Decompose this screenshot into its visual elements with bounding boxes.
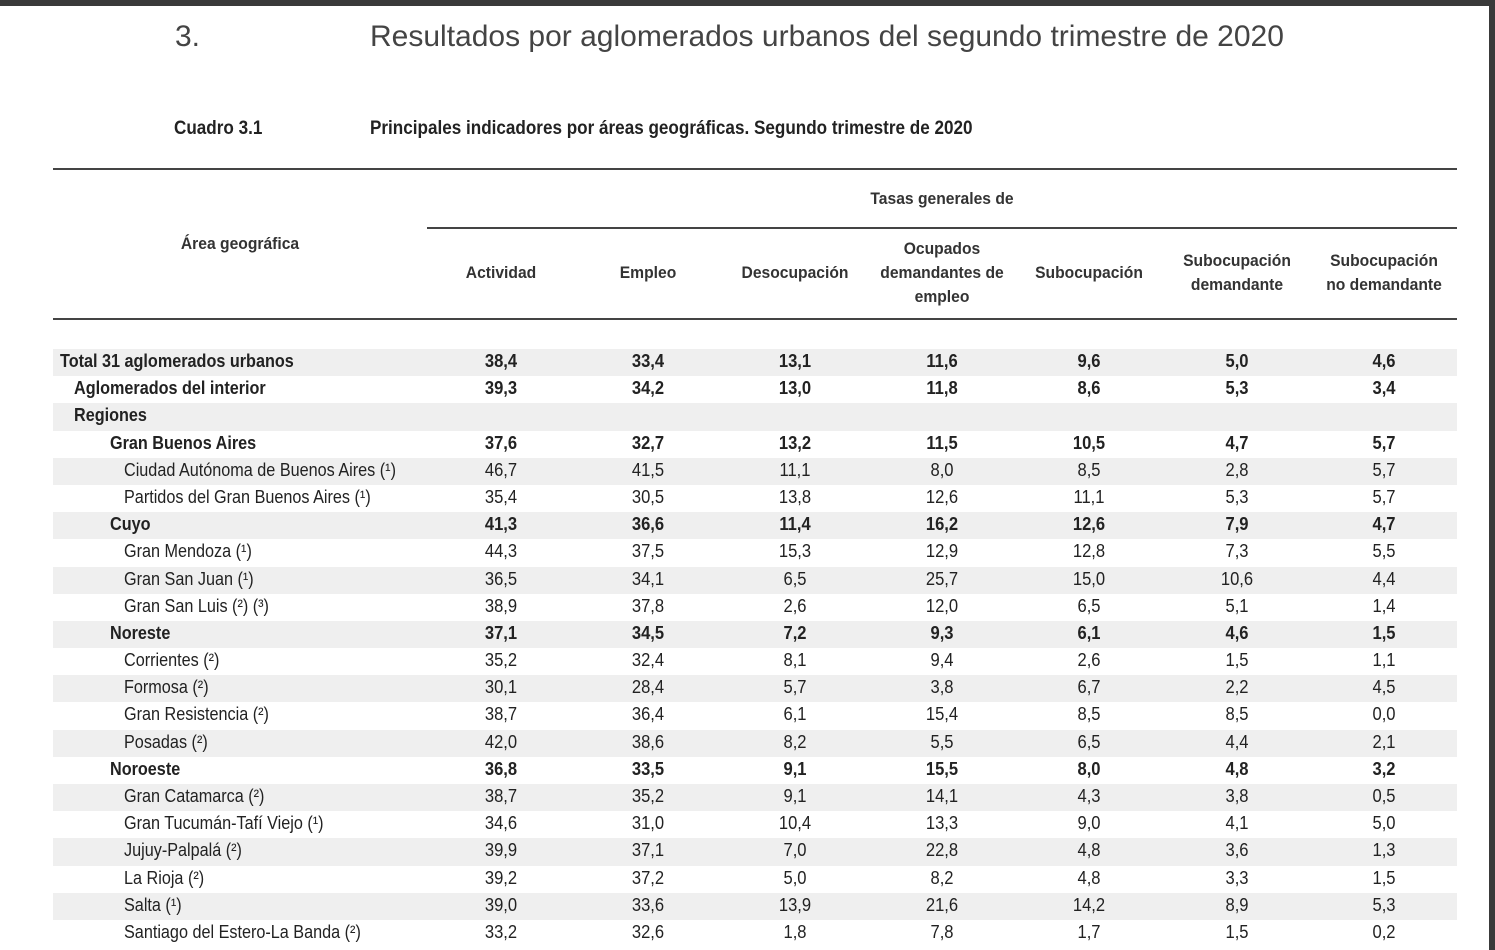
table-cell: 37,6 bbox=[484, 432, 518, 453]
table-row bbox=[53, 458, 1457, 485]
column-header bbox=[726, 230, 864, 316]
section-title: Resultados por aglomerados urbanos del segundo trimestre de 2020 bbox=[370, 20, 1284, 53]
table-cell: 8,9 bbox=[1225, 894, 1249, 915]
column-header-line: Subocupación bbox=[1183, 251, 1291, 270]
table-cell: 9,1 bbox=[783, 786, 807, 806]
table-cell: 44,3 bbox=[484, 541, 518, 562]
frame-top-border bbox=[0, 0, 1495, 6]
table-cell: 15,4 bbox=[925, 704, 959, 725]
column-header bbox=[579, 230, 717, 316]
table-cell: 38,4 bbox=[484, 351, 518, 371]
table-cell: 10,4 bbox=[778, 813, 812, 834]
table-cell: 3,8 bbox=[1225, 786, 1249, 806]
table-cell: 35,2 bbox=[484, 650, 518, 671]
column-header-line: Subocupación bbox=[1330, 251, 1438, 270]
header-bottom-rule bbox=[53, 318, 1457, 320]
table-cell: 38,9 bbox=[484, 595, 518, 616]
table-cell: 38,7 bbox=[484, 786, 518, 806]
row-area-name: Gran Resistencia (²) bbox=[124, 704, 269, 725]
table-row bbox=[53, 866, 1457, 893]
row-area-name: Noreste bbox=[110, 622, 171, 643]
table-cell: 5,3 bbox=[1225, 486, 1249, 507]
table-cell: 41,3 bbox=[484, 514, 518, 535]
column-header-line: demandantes de bbox=[880, 263, 1004, 282]
table-row bbox=[53, 757, 1457, 784]
table-cell: 11,4 bbox=[779, 514, 811, 535]
table-cell: 32,4 bbox=[631, 650, 665, 671]
table-cell: 14,2 bbox=[1072, 894, 1106, 915]
group-column-header: Tasas generales de bbox=[870, 189, 1014, 208]
table-cell: 7,3 bbox=[1225, 541, 1249, 562]
table-row bbox=[53, 485, 1457, 512]
table-cell: 9,3 bbox=[930, 622, 954, 643]
table-cell: 1,7 bbox=[1077, 921, 1101, 942]
row-area-name: Gran Catamarca (²) bbox=[124, 786, 265, 806]
table-cell: 13,0 bbox=[778, 378, 812, 399]
table-cell: 39,9 bbox=[484, 840, 518, 861]
column-header bbox=[432, 230, 570, 316]
row-area-name: Gran Mendoza (¹) bbox=[124, 541, 252, 562]
table-cell: 5,7 bbox=[783, 677, 807, 698]
table-cell: 6,1 bbox=[1077, 622, 1101, 643]
table-cell: 0,2 bbox=[1372, 921, 1396, 942]
table-cell: 0,5 bbox=[1372, 786, 1396, 806]
table-cell: 4,8 bbox=[1077, 867, 1101, 888]
table-row bbox=[53, 838, 1457, 865]
table-cell: 46,7 bbox=[484, 459, 518, 480]
table-cell: 36,6 bbox=[631, 514, 665, 535]
table-cell: 2,6 bbox=[783, 595, 807, 616]
table-cell: 8,2 bbox=[930, 867, 954, 888]
table-cell: 12,6 bbox=[1072, 514, 1106, 535]
row-area-name: Aglomerados del interior bbox=[74, 378, 266, 399]
table-cell: 37,8 bbox=[631, 595, 665, 616]
table-cell: 8,5 bbox=[1077, 459, 1101, 480]
table-cell: 33,2 bbox=[484, 921, 518, 942]
table-row bbox=[53, 512, 1457, 539]
column-header bbox=[1315, 230, 1453, 316]
table-cell: 8,0 bbox=[1077, 758, 1101, 779]
table-caption: Principales indicadores por áreas geográficas. Segundo trimestre de 2020 bbox=[370, 118, 973, 139]
table-cell: 37,1 bbox=[631, 840, 665, 861]
row-area-name: Salta (¹) bbox=[124, 894, 182, 915]
table-cell: 1,8 bbox=[783, 921, 807, 942]
row-area-name: Total 31 aglomerados urbanos bbox=[60, 351, 294, 371]
table-cell: 39,3 bbox=[484, 378, 518, 399]
table-cell: 15,3 bbox=[778, 541, 812, 562]
table-cell: 4,5 bbox=[1372, 677, 1396, 698]
table-cell: 9,6 bbox=[1077, 351, 1101, 371]
section-number: 3. bbox=[175, 20, 201, 53]
table-cell: 7,9 bbox=[1225, 514, 1249, 535]
column-header-line: Actividad bbox=[465, 263, 537, 282]
column-header-line: empleo bbox=[914, 287, 970, 306]
table-cell: 8,2 bbox=[783, 731, 807, 752]
table-cell: 8,0 bbox=[930, 459, 954, 480]
table-cell: 7,8 bbox=[930, 921, 954, 942]
table-row bbox=[53, 893, 1457, 920]
table-cell: 12,6 bbox=[925, 486, 959, 507]
table-top-rule bbox=[53, 168, 1457, 170]
table-cell: 22,8 bbox=[925, 840, 959, 861]
table-cell: 12,0 bbox=[925, 595, 959, 616]
row-area-name: Cuyo bbox=[110, 514, 151, 535]
table-cell: 12,8 bbox=[1072, 541, 1106, 562]
table-row bbox=[53, 621, 1457, 648]
row-area-name: Ciudad Autónoma de Buenos Aires (¹) bbox=[124, 459, 396, 480]
table-cell: 3,8 bbox=[930, 677, 954, 698]
group-header-rule bbox=[427, 227, 1457, 229]
table-cell: 4,1 bbox=[1225, 813, 1249, 834]
table-cell: 5,0 bbox=[1225, 351, 1249, 371]
table-cell: 34,6 bbox=[484, 813, 518, 834]
table-cell: 42,0 bbox=[484, 731, 518, 752]
table-cell: 5,0 bbox=[783, 867, 807, 888]
table-cell: 5,3 bbox=[1225, 378, 1249, 399]
table-cell: 4,7 bbox=[1372, 514, 1396, 535]
table-cell: 5,0 bbox=[1372, 813, 1396, 834]
table-cell: 25,7 bbox=[925, 568, 959, 589]
row-area-name: Noroeste bbox=[110, 758, 181, 779]
table-row bbox=[53, 811, 1457, 838]
table-cell: 36,5 bbox=[484, 568, 518, 589]
table-cell: 6,7 bbox=[1077, 677, 1101, 698]
table-cell: 30,1 bbox=[484, 677, 518, 698]
table-cell: 6,5 bbox=[783, 568, 807, 589]
table-cell: 1,5 bbox=[1372, 867, 1396, 888]
row-area-name: Gran Buenos Aires bbox=[110, 432, 257, 453]
table-cell: 9,4 bbox=[930, 650, 954, 671]
table-row bbox=[53, 920, 1457, 947]
column-header-line: Desocupación bbox=[741, 263, 849, 282]
table-cell: 39,2 bbox=[484, 867, 518, 888]
table-cell: 10,5 bbox=[1072, 432, 1106, 453]
row-area-name: Posadas (²) bbox=[124, 731, 208, 752]
table-cell: 12,9 bbox=[925, 541, 959, 562]
table-cell: 11,1 bbox=[779, 459, 811, 480]
row-area-name: Regiones bbox=[74, 405, 147, 426]
table-cell: 5,3 bbox=[1372, 894, 1396, 915]
table-cell: 2,1 bbox=[1372, 731, 1396, 752]
table-cell: 36,4 bbox=[631, 704, 665, 725]
table-cell: 5,7 bbox=[1372, 432, 1396, 453]
table-cell: 13,2 bbox=[778, 432, 812, 453]
table-cell: 2,6 bbox=[1077, 650, 1101, 671]
table-cell: 33,6 bbox=[631, 894, 665, 915]
column-header bbox=[1020, 230, 1158, 316]
table-cell: 5,5 bbox=[930, 731, 954, 752]
row-area-name: Santiago del Estero-La Banda (²) bbox=[124, 921, 361, 942]
table-cell: 1,1 bbox=[1372, 650, 1396, 671]
table-cell: 35,4 bbox=[484, 486, 518, 507]
table-cell: 0,0 bbox=[1372, 704, 1396, 725]
table-cell: 4,6 bbox=[1225, 622, 1249, 643]
table-cell: 35,2 bbox=[631, 786, 665, 806]
table-cell: 34,2 bbox=[631, 378, 665, 399]
column-header bbox=[873, 230, 1011, 316]
column-header-line: Subocupación bbox=[1035, 263, 1143, 282]
table-cell: 11,6 bbox=[926, 351, 958, 371]
table-cell: 37,2 bbox=[631, 867, 665, 888]
table-cell: 16,2 bbox=[925, 514, 959, 535]
table-cell: 32,7 bbox=[631, 432, 665, 453]
column-header-line: Empleo bbox=[619, 263, 677, 282]
table-cell: 7,0 bbox=[783, 840, 807, 861]
table-cell: 8,1 bbox=[783, 650, 807, 671]
area-column-header: Área geográfica bbox=[180, 234, 300, 253]
table-cell: 34,5 bbox=[631, 622, 665, 643]
table-cell: 4,6 bbox=[1372, 351, 1396, 371]
table-cell: 8,5 bbox=[1077, 704, 1101, 725]
table-cell: 8,6 bbox=[1077, 378, 1101, 399]
row-area-name: Jujuy-Palpalá (²) bbox=[124, 840, 242, 861]
table-row bbox=[53, 784, 1457, 811]
table-cell: 38,7 bbox=[484, 704, 518, 725]
table-cell: 13,3 bbox=[925, 813, 959, 834]
table-cell: 6,5 bbox=[1077, 595, 1101, 616]
table-row bbox=[53, 702, 1457, 729]
table-cell: 2,8 bbox=[1225, 459, 1249, 480]
row-area-name: Gran San Juan (¹) bbox=[124, 568, 254, 589]
table-row bbox=[53, 376, 1457, 403]
table-cell: 5,5 bbox=[1372, 541, 1396, 562]
table-cell: 41,5 bbox=[631, 459, 665, 480]
table-cell: 11,5 bbox=[926, 432, 958, 453]
table-body bbox=[53, 349, 1457, 947]
table-row bbox=[53, 730, 1457, 757]
table-cell: 32,6 bbox=[631, 921, 665, 942]
table-cell: 1,5 bbox=[1225, 921, 1249, 942]
frame-right-border bbox=[1489, 0, 1495, 950]
table-cell: 2,2 bbox=[1225, 677, 1249, 698]
table-cell: 11,8 bbox=[926, 378, 958, 399]
table-cell: 4,8 bbox=[1225, 758, 1249, 779]
table-cell: 1,3 bbox=[1372, 840, 1396, 861]
column-header-line: Ocupados bbox=[903, 239, 981, 258]
table-row bbox=[53, 349, 1457, 376]
table-cell: 6,5 bbox=[1077, 731, 1101, 752]
table-cell: 5,1 bbox=[1225, 595, 1249, 616]
row-area-name: La Rioja (²) bbox=[124, 867, 205, 888]
table-cell: 34,1 bbox=[631, 568, 665, 589]
table-cell: 1,4 bbox=[1372, 595, 1396, 616]
table-cell: 21,6 bbox=[925, 894, 959, 915]
table-cell: 9,0 bbox=[1077, 813, 1101, 834]
table-row bbox=[53, 567, 1457, 594]
table-cell: 1,5 bbox=[1225, 650, 1249, 671]
column-header-line: no demandante bbox=[1326, 275, 1442, 294]
table-cell: 3,6 bbox=[1225, 840, 1249, 861]
table-cell: 10,6 bbox=[1220, 568, 1254, 589]
table-cell: 4,8 bbox=[1077, 840, 1101, 861]
table-row bbox=[53, 539, 1457, 566]
table-cell: 15,5 bbox=[925, 758, 959, 779]
table-cell: 8,5 bbox=[1225, 704, 1249, 725]
table-cell: 5,7 bbox=[1372, 459, 1396, 480]
table-row bbox=[53, 431, 1457, 458]
table-cell: 13,9 bbox=[778, 894, 812, 915]
table-cell: 14,1 bbox=[925, 786, 959, 806]
table-cell: 7,2 bbox=[783, 622, 807, 643]
table-cell: 3,4 bbox=[1372, 378, 1396, 399]
row-area-name: Corrientes (²) bbox=[124, 650, 220, 671]
table-row bbox=[53, 594, 1457, 621]
table-cell: 3,2 bbox=[1372, 758, 1396, 779]
table-cell: 9,1 bbox=[783, 758, 807, 779]
table-cell: 4,3 bbox=[1077, 786, 1101, 806]
table-cell: 33,5 bbox=[631, 758, 665, 779]
table-cell: 38,6 bbox=[631, 731, 665, 752]
table-cell: 28,4 bbox=[631, 677, 665, 698]
table-cell: 11,1 bbox=[1073, 486, 1105, 507]
table-cell: 13,1 bbox=[778, 351, 812, 371]
table-row bbox=[53, 675, 1457, 702]
row-area-name: Gran Tucumán-Tafí Viejo (¹) bbox=[124, 813, 324, 834]
table-cell: 36,8 bbox=[484, 758, 518, 779]
table-cell: 4,4 bbox=[1372, 568, 1396, 589]
table-cell: 4,7 bbox=[1225, 432, 1249, 453]
row-area-name: Formosa (²) bbox=[124, 677, 209, 698]
table-cell: 3,3 bbox=[1225, 867, 1249, 888]
table-cell: 39,0 bbox=[484, 894, 518, 915]
table-cell: 4,4 bbox=[1225, 731, 1249, 752]
table-cell: 37,5 bbox=[631, 541, 665, 562]
table-cell: 5,7 bbox=[1372, 486, 1396, 507]
row-area-name: Partidos del Gran Buenos Aires (¹) bbox=[124, 486, 371, 507]
table-cell: 15,0 bbox=[1072, 568, 1106, 589]
table-cell: 31,0 bbox=[631, 813, 665, 834]
table-row bbox=[53, 648, 1457, 675]
table-cell: 37,1 bbox=[484, 622, 518, 643]
table-cell: 30,5 bbox=[631, 486, 665, 507]
table-cell: 1,5 bbox=[1372, 622, 1396, 643]
table-cell: 33,4 bbox=[631, 351, 665, 371]
column-header-line: demandante bbox=[1190, 275, 1284, 294]
row-area-name: Gran San Luis (²) (³) bbox=[124, 595, 269, 616]
table-cell: 6,1 bbox=[783, 704, 807, 725]
table-label: Cuadro 3.1 bbox=[174, 118, 263, 139]
table-cell: 13,8 bbox=[778, 486, 812, 507]
column-header bbox=[1168, 230, 1306, 316]
table-row bbox=[53, 403, 1457, 430]
